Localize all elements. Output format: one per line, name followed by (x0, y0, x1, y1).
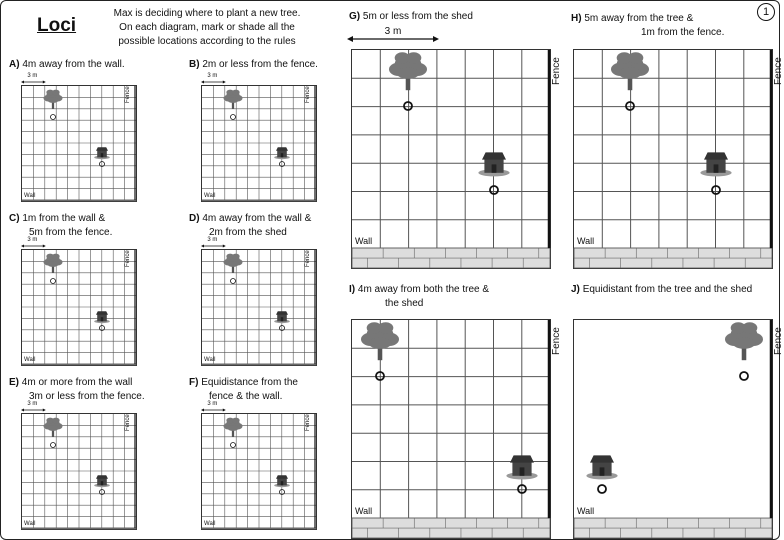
diagram-c-tree-icon (44, 254, 63, 273)
question-j-label: J) Equidistant from the tree and the shed (571, 284, 753, 295)
diagram-d[interactable] (201, 249, 317, 366)
diagram-c-scale-label: 3 m (27, 237, 38, 243)
diagram-j[interactable] (573, 319, 773, 539)
intro-text: Max is deciding where to plant a new tree. On each diagram, mark or shade all the possible locations according to the rules (113, 8, 301, 47)
diagram-f-scale-label: 3 m (207, 401, 218, 407)
diagram-g-shed-icon (478, 152, 509, 176)
diagram-h[interactable] (573, 49, 773, 269)
diagram-i-shed-icon (506, 455, 537, 479)
diagram-f-tree-icon (224, 418, 243, 437)
diagram-d-scale-label: 3 m (207, 237, 218, 243)
diagram-a[interactable] (21, 85, 137, 202)
question-e-label: E) 4m or more from the wall 3m or less from the fence. (9, 377, 145, 402)
diagram-g-fence-label: Fence (551, 57, 562, 85)
page-number: 1 (757, 3, 775, 21)
diagram-d-tree-point (231, 279, 236, 284)
diagram-h-wall-label: Wall (577, 236, 595, 247)
diagram-a-fence-label: Fence (125, 86, 131, 103)
diagram-j-shed-point (598, 485, 606, 493)
diagram-b-tree-point (231, 115, 236, 120)
diagram-g-wall-label: Wall (355, 236, 373, 247)
diagram-h-tree-point (626, 102, 634, 110)
diagram-e[interactable] (21, 413, 137, 530)
diagram-j-shed-icon (586, 455, 617, 479)
scale-label-g: 3 m (384, 26, 402, 37)
diagram-a-scale-label: 3 m (27, 73, 38, 79)
question-f-label: F) Equidistance from the fence & the wall. (189, 377, 298, 402)
diagram-i-fence-label: Fence (551, 327, 562, 355)
diagram-a-tree-icon (44, 90, 63, 109)
diagram-a-tree-point (51, 115, 56, 120)
diagram-j-tree-point (740, 372, 748, 380)
question-a-label: A) 4m away from the wall. (9, 59, 125, 70)
diagram-c-tree-point (51, 279, 56, 284)
diagram-c[interactable] (21, 249, 137, 366)
question-g-label: G) 5m or less from the shed (349, 11, 473, 22)
question-i-label: I) 4m away from both the tree & the shed (349, 284, 490, 309)
diagram-j-wall-label: Wall (577, 506, 595, 517)
diagram-c-shed-icon (94, 311, 110, 323)
diagram-f[interactable] (201, 413, 317, 530)
diagram-e-tree-icon (44, 418, 63, 437)
diagram-h-shed-icon (700, 152, 731, 176)
diagram-d-wall-label: Wall (204, 357, 216, 363)
diagram-b-tree-icon (224, 90, 243, 109)
question-b-label: B) 2m or less from the fence. (189, 59, 318, 70)
diagram-e-shed-icon (94, 475, 110, 487)
diagram-e-scale-label: 3 m (27, 401, 38, 407)
diagram-h-tree-icon (611, 52, 649, 90)
question-d-label: D) 4m away from the wall & 2m from the shed (189, 213, 312, 238)
diagram-i[interactable] (351, 319, 551, 539)
diagram-j-tree-icon (725, 322, 763, 360)
diagram-f-shed-icon (274, 475, 290, 487)
diagram-b-wall-label: Wall (204, 193, 216, 199)
diagram-f-tree-point (231, 443, 236, 448)
diagram-e-wall-label: Wall (24, 521, 36, 527)
diagram-a-shed-icon (94, 147, 110, 159)
diagram-b-fence-label: Fence (305, 86, 311, 103)
diagram-d-shed-icon (274, 311, 290, 323)
diagram-e-fence-label: Fence (125, 414, 131, 431)
diagram-g-tree-point (404, 102, 412, 110)
diagram-g-tree-icon (389, 52, 427, 90)
page-title: Loci (37, 15, 77, 36)
diagram-a-wall-label: Wall (24, 193, 36, 199)
diagram-j-fence-label: Fence (773, 327, 784, 355)
diagram-i-tree-icon (361, 322, 399, 360)
diagram-b-scale-label: 3 m (207, 73, 218, 79)
diagram-b-shed-icon (274, 147, 290, 159)
diagram-f-fence-label: Fence (305, 414, 311, 431)
diagram-g[interactable] (351, 49, 551, 269)
diagram-d-tree-icon (224, 254, 243, 273)
diagram-b[interactable] (201, 85, 317, 202)
diagram-c-fence-label: Fence (125, 250, 131, 267)
diagram-e-tree-point (51, 443, 56, 448)
diagram-i-wall-label: Wall (355, 506, 373, 517)
question-c-label: C) 1m from the wall & 5m from the fence. (9, 213, 113, 238)
diagram-d-fence-label: Fence (305, 250, 311, 267)
diagram-f-wall-label: Wall (204, 521, 216, 527)
diagram-h-fence-label: Fence (773, 57, 784, 85)
question-h-label: H) 5m away from the tree & 1m from the fence. (571, 13, 725, 38)
diagram-c-wall-label: Wall (24, 357, 36, 363)
